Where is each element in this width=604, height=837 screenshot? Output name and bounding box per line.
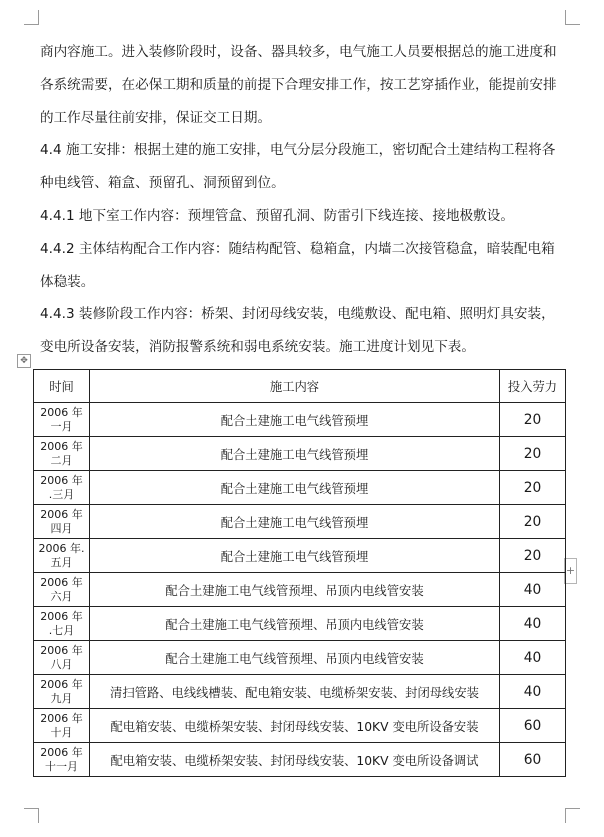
time-cell: 2006 年 二月 — [34, 437, 90, 471]
content-cell: 配合土建施工电气线管预埋、吊顶内电线管安装 — [90, 573, 500, 607]
table-row — [34, 573, 566, 607]
labor-cell: 40 — [500, 573, 566, 607]
paragraph-4-4: 4.4 施工安排：根据土建的施工安排，电气分层分段施工，密切配合土建结构工程将各种电线管、箱盒、预留孔、洞预留到位。 — [40, 142, 556, 192]
labor-cell: 20 — [500, 471, 566, 505]
time-cell: 2006 年 .七月 — [34, 607, 90, 641]
content-cell: 配合土建施工电气线管预埋 — [90, 505, 500, 539]
labor-cell: 40 — [500, 675, 566, 709]
table-row — [34, 743, 566, 777]
table-row — [34, 641, 566, 675]
labor-cell: 20 — [500, 403, 566, 437]
content-cell: 配电箱安装、电缆桥架安装、封闭母线安装、10KV 变电所设备安装 — [90, 709, 500, 743]
table-row — [34, 709, 566, 743]
table-row — [34, 403, 566, 437]
content-cell: 配合土建施工电气线管预埋 — [90, 471, 500, 505]
labor-cell: 60 — [500, 709, 566, 743]
time-cell: 2006 年 十一月 — [34, 743, 90, 777]
page-corner-mark-bottom-left — [24, 808, 39, 823]
content-cell: 配合土建施工电气线管预埋、吊顶内电线管安装 — [90, 641, 500, 675]
table-row — [34, 607, 566, 641]
content-cell: 配合土建施工电气线管预埋 — [90, 437, 500, 471]
labor-cell: 20 — [500, 437, 566, 471]
content-cell: 配合土建施工电气线管预埋 — [90, 403, 500, 437]
table-row — [34, 437, 566, 471]
labor-cell: 40 — [500, 607, 566, 641]
time-cell: 2006 年 一月 — [34, 403, 90, 437]
time-cell: 2006 年 八月 — [34, 641, 90, 675]
construction-schedule-table — [33, 369, 566, 777]
page-corner-mark-top-right — [565, 10, 580, 25]
header-labor: 投入劳力 — [500, 370, 566, 403]
content-cell: 配合土建施工电气线管预埋 — [90, 539, 500, 573]
content-cell: 配电箱安装、电缆桥架安装、封闭母线安装、10KV 变电所设备调试 — [90, 743, 500, 777]
labor-cell: 40 — [500, 641, 566, 675]
table-row — [34, 675, 566, 709]
time-cell: 2006 年 九月 — [34, 675, 90, 709]
header-content: 施工内容 — [90, 370, 500, 403]
add-row-icon[interactable]: + — [564, 558, 577, 584]
page-corner-mark-bottom-right — [565, 808, 580, 823]
paragraph-4-4-3: 4.4.3 装修阶段工作内容：桥架、封闭母线安装，电缆敷设、配电箱、照明灯具安装，变电所设备安装，消防报警系统和弱电系统安装。施工进度计划见下表。 — [40, 306, 555, 356]
table-row — [34, 505, 566, 539]
time-cell: 2006 年 .三月 — [34, 471, 90, 505]
time-cell: 2006 年 四月 — [34, 505, 90, 539]
content-cell: 配合土建施工电气线管预埋、吊顶内电线管安装 — [90, 607, 500, 641]
time-cell: 2006 年 六月 — [34, 573, 90, 607]
table-row — [34, 471, 566, 505]
time-cell: 2006 年 十月 — [34, 709, 90, 743]
labor-cell: 20 — [500, 539, 566, 573]
table-header-row — [34, 370, 566, 403]
labor-cell: 60 — [500, 743, 566, 777]
page-corner-mark-top-left — [24, 10, 39, 25]
header-time: 时间 — [34, 370, 90, 403]
labor-cell: 20 — [500, 505, 566, 539]
paragraph-continuation: 商内容施工。进入装修阶段时，设备、器具较多，电气施工人员要根据总的施工进度和各系统需要，在必保工期和质量的前提下合理安排工作，按工艺穿插作业，能提前安排的工作尽量往前安排，保证交工日期。 — [40, 44, 557, 126]
document-body — [40, 36, 568, 364]
table-row — [34, 539, 566, 573]
paragraph-4-4-1: 4.4.1 地下室工作内容：预埋管盒、预留孔洞、防雷引下线连接、接地极敷设。 — [40, 207, 514, 224]
paragraph-4-4-2: 4.4.2 主体结构配合工作内容：随结构配管、稳箱盒，内墙二次接管稳盒，暗装配电箱体稳装。 — [40, 240, 555, 290]
content-cell: 清扫管路、电线线槽装、配电箱安装、电缆桥架安装、封闭母线安装 — [90, 675, 500, 709]
table-move-handle-icon[interactable]: ✥ — [17, 354, 31, 368]
time-cell: 2006 年. 五月 — [34, 539, 90, 573]
